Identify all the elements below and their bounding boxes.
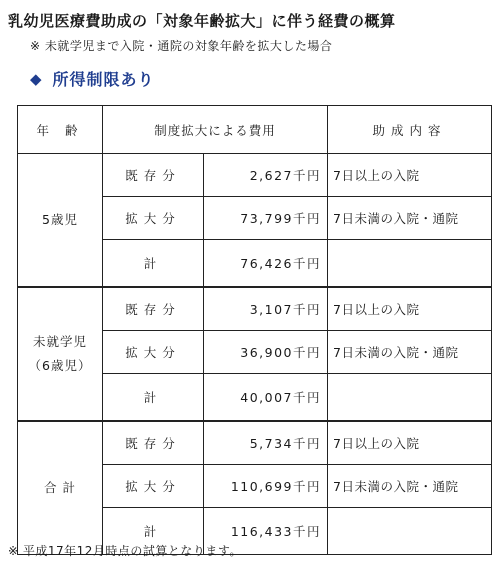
age-label: 5歳児 bbox=[42, 212, 78, 227]
age-label: 未就学児 bbox=[32, 334, 87, 349]
content-value: 7日未満の入院・通院 bbox=[328, 465, 492, 508]
cost-value: 2,627千円 bbox=[204, 154, 328, 197]
content-value: 7日以上の入院 bbox=[328, 154, 492, 197]
row-label: 既存分 bbox=[103, 287, 204, 331]
row-label: 既存分 bbox=[103, 154, 204, 197]
cost-value: 116,433千円 bbox=[204, 508, 328, 555]
row-label: 計 bbox=[103, 374, 204, 422]
table-row bbox=[18, 287, 492, 331]
section-label: 所得制限あり bbox=[52, 70, 155, 89]
header-row bbox=[18, 106, 492, 154]
content-value bbox=[328, 508, 492, 555]
row-label: 計 bbox=[103, 240, 204, 288]
header-cost: 制度拡大による費用 bbox=[103, 106, 328, 154]
row-label: 拡大分 bbox=[103, 465, 204, 508]
cost-value: 76,426千円 bbox=[204, 240, 328, 288]
table-row bbox=[18, 421, 492, 465]
scope-note: ※ 未就学児まで入院・通院の対象年齢を拡大した場合 bbox=[30, 39, 333, 53]
cost-value: 110,699千円 bbox=[204, 465, 328, 508]
age-cell-preschool bbox=[18, 287, 103, 421]
header-content: 助成内容 bbox=[328, 106, 492, 154]
row-label: 計 bbox=[103, 508, 204, 555]
section-heading bbox=[30, 67, 155, 90]
cost-value: 5,734千円 bbox=[204, 421, 328, 465]
row-label: 拡大分 bbox=[103, 331, 204, 374]
row-label: 拡大分 bbox=[103, 197, 204, 240]
content-value bbox=[328, 374, 492, 422]
content-value: 7日以上の入院 bbox=[328, 287, 492, 331]
page-title: 乳幼児医療費助成の「対象年齢拡大」に伴う経費の概算 bbox=[8, 12, 396, 30]
diamond-icon: ◆ bbox=[30, 69, 43, 88]
header-age: 年 齢 bbox=[18, 106, 103, 154]
age-sublabel: （6歳児） bbox=[28, 358, 92, 373]
content-value bbox=[328, 240, 492, 288]
age-label: 合 計 bbox=[44, 480, 76, 495]
cost-table bbox=[17, 105, 492, 555]
age-cell-5yo bbox=[18, 154, 103, 288]
footnote: ※ 平成17年12月時点の試算となります。 bbox=[8, 544, 242, 558]
cost-value: 73,799千円 bbox=[204, 197, 328, 240]
cost-value: 40,007千円 bbox=[204, 374, 328, 422]
content-value: 7日未満の入院・通院 bbox=[328, 331, 492, 374]
cost-value: 36,900千円 bbox=[204, 331, 328, 374]
age-cell-total bbox=[18, 421, 103, 555]
cost-value: 3,107千円 bbox=[204, 287, 328, 331]
content-value: 7日以上の入院 bbox=[328, 421, 492, 465]
table-row bbox=[18, 154, 492, 197]
content-value: 7日未満の入院・通院 bbox=[328, 197, 492, 240]
row-label: 既存分 bbox=[103, 421, 204, 465]
